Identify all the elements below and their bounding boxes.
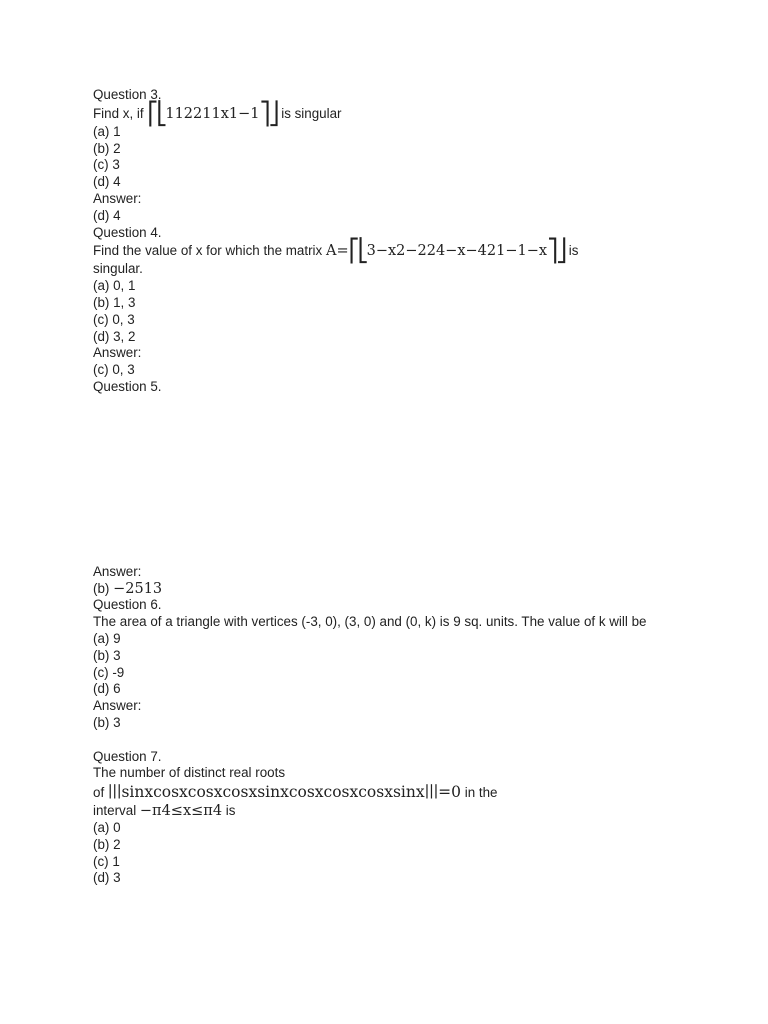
q7-text-line1: The number of distinct real roots <box>93 765 286 781</box>
q3-statement <box>93 101 693 127</box>
q6-answer: (b) 3 <box>93 714 121 730</box>
q7-interval-math: −π4≤x≤π4 <box>139 803 223 820</box>
q5-answer-math: −2513 <box>113 580 163 597</box>
q3-text-pre: Find x, if <box>93 105 144 121</box>
q3-option-c: (c) 3 <box>93 157 120 173</box>
q3-option-d: (d) 4 <box>93 174 121 190</box>
q4-answer: (c) 0, 3 <box>93 362 135 378</box>
q3-title: Question 3. <box>93 87 162 102</box>
q7-determinant: ∣∣∣sinxcosxcosxcosxsinxcosxcosxcosxsinx∣∣∣=0 <box>107 783 461 802</box>
q7-option-d: (d) 3 <box>93 870 121 886</box>
q4-option-d: (d) 3, 2 <box>93 328 136 344</box>
q5-title: Question 5. <box>93 378 162 394</box>
q6-option-c: (c) -9 <box>93 664 125 680</box>
q6-statement: The area of a triangle with vertices (-3, 0), (3, 0) and (0, k) is 9 sq. units. The value of k will be <box>93 614 647 630</box>
q3-option-a: (a) 1 <box>93 123 121 139</box>
q4-matrix: 3−x2−224−x−421−1−x <box>366 243 548 260</box>
q7-text-post: in the <box>464 785 498 801</box>
q3-answer-label: Answer: <box>93 190 142 206</box>
q7-interval-post: is <box>225 803 236 819</box>
q3-text-post: is singular <box>281 105 342 121</box>
q4-matrix-close-bracket: ⎤⎦ <box>547 239 566 265</box>
q7-text-pre: of <box>93 785 105 801</box>
q3-matrix-open-bracket: ⎡⎣ <box>147 101 166 127</box>
q3-matrix: 112211x1−1 <box>165 105 260 122</box>
q6-option-b: (b) 3 <box>93 647 121 663</box>
q7-option-c: (c) 1 <box>93 853 120 869</box>
q4-text-pre: Find the value of x for which the matrix <box>93 243 323 259</box>
q4-option-a: (a) 0, 1 <box>93 278 136 294</box>
q3-matrix-close-bracket: ⎤⎦ <box>259 101 278 127</box>
q5-blank-area <box>93 396 693 564</box>
q4-answer-label: Answer: <box>93 345 142 361</box>
q7-option-a: (a) 0 <box>93 819 121 835</box>
q7-title: Question 7. <box>93 748 162 764</box>
q4-option-b: (b) 1, 3 <box>93 294 136 310</box>
q5-answer-prefix: (b) <box>93 580 110 596</box>
q6-option-a: (a) 9 <box>93 630 121 646</box>
q4-text-post: is <box>568 243 579 259</box>
spacer <box>93 732 693 749</box>
q7-statement <box>93 782 693 803</box>
q5-answer-label: Answer: <box>93 563 142 579</box>
q4-option-c: (c) 0, 3 <box>93 311 135 327</box>
q3-option-b: (b) 2 <box>93 140 121 156</box>
q4-statement <box>93 239 693 265</box>
q5-answer <box>93 581 693 598</box>
q7-interval-pre: interval <box>93 803 137 819</box>
q6-option-d: (d) 6 <box>93 681 121 697</box>
q3-answer: (d) 4 <box>93 207 121 223</box>
document-body <box>93 87 693 887</box>
q4-matrix-open-bracket: ⎡⎣ <box>348 239 367 265</box>
q4-text-line2: singular. <box>93 261 143 277</box>
q6-answer-label: Answer: <box>93 698 142 714</box>
q4-matrix-lhs: A= <box>325 243 349 260</box>
q4-title: Question 4. <box>93 224 162 240</box>
q6-title: Question 6. <box>93 597 162 613</box>
q7-option-b: (b) 2 <box>93 836 121 852</box>
q7-interval <box>93 803 693 820</box>
